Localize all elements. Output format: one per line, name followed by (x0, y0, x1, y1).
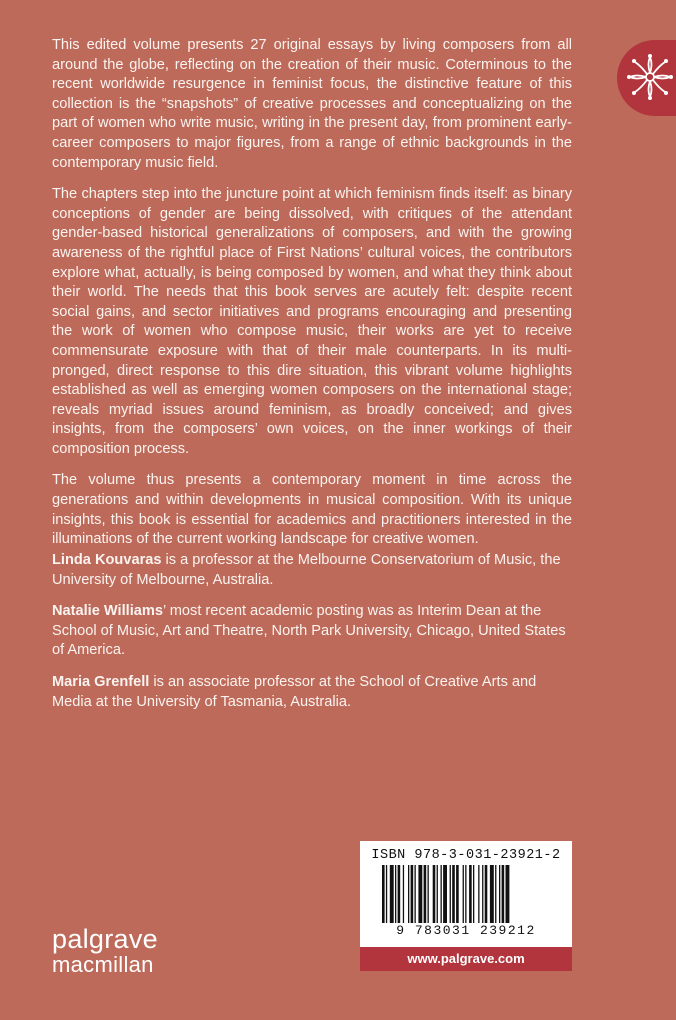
publisher-name-line1: palgrave (52, 924, 158, 954)
barcode-bar (495, 865, 496, 923)
barcode-bar (408, 865, 409, 923)
barcode-bar (395, 865, 396, 923)
author-bio-text: is an associate professor at the School of Creative Arts and Media at the University of Tasmania, Australia. (52, 673, 537, 710)
barcode-bar (506, 865, 510, 923)
barcode-bar (450, 865, 451, 923)
barcode-bar (469, 865, 472, 923)
author-bios (52, 551, 572, 724)
isbn-barcode (360, 841, 572, 971)
barcode-bar (437, 865, 438, 923)
barcode-bar (463, 865, 464, 923)
author-name: Natalie Williams (52, 603, 163, 620)
corner-badge (617, 40, 676, 116)
barcode-bar (465, 865, 466, 923)
barcode-bar (398, 865, 401, 923)
barcode-bar (428, 865, 429, 923)
barcode-bar (433, 865, 436, 923)
barcode-bar (473, 865, 474, 923)
barcode-bars (382, 865, 550, 923)
barcode-bar (499, 865, 500, 923)
author-bio (52, 673, 572, 712)
author-name: Linda Kouvaras (52, 552, 162, 568)
barcode-bar (386, 865, 387, 923)
publisher-url: www.palgrave.com (360, 947, 572, 971)
author-name: Maria Grenfell (52, 673, 150, 690)
blurb-paragraph-3: The volume thus presents a contemporary moment in time across the generations and within developments in musical composition. With its unique insights, this book is essential for academics and practitioners interested in the illuminations of the current working landscape for creative women. (52, 472, 572, 548)
author-bio-text: is a professor at the Melbourne Conservatorium of Music, the University of Melbourne, Australia. (52, 552, 561, 588)
barcode-bar (415, 865, 416, 923)
barcode-bar (424, 865, 427, 923)
barcode-bar (441, 865, 442, 923)
author-bio (52, 551, 572, 590)
barcode-bar (443, 865, 447, 923)
barcode-bar (482, 865, 483, 923)
barcode-bar (478, 865, 479, 923)
blurb-paragraph-1: This edited volume presents 27 original essays by living composers from all around the globe, reflecting on the creation of their music. Coterminous to the recent worldwide resurgence in feminist focus, the distinctive feature of this collection is the “snapshots” of creative processes and conceptualizing on the part of women who write music, writing in the present day, from prominent early-career composers to major figures, from a range of ethnic backgrounds in the contemporary music field. (52, 37, 572, 171)
publisher-logo (52, 926, 158, 976)
barcode-bar (490, 865, 494, 923)
barcode-bar (456, 865, 459, 923)
palgrave-flower-icon (625, 52, 675, 102)
publisher-name-line2: macmillan (52, 952, 154, 977)
barcode-bar (502, 865, 505, 923)
cover-blurb (52, 36, 572, 562)
barcode-bar (485, 865, 488, 923)
barcode-bar (418, 865, 422, 923)
barcode-bar (411, 865, 414, 923)
barcode-digits: 9 783031 239212 (396, 923, 536, 938)
barcode-bar (390, 865, 394, 923)
author-bio-text: ’ most recent academic posting was as Interim Dean at the School of Music, Art and Theatre, North Park University, Chicago, United States of America. (52, 603, 566, 659)
author-bio (52, 602, 572, 661)
isbn-label: ISBN 978-3-031-23921-2 (371, 848, 561, 863)
barcode-bar (382, 865, 385, 923)
blurb-paragraph-2: The chapters step into the juncture point at which feminism finds itself: as binary conceptions of gender are being dissolved, with critiques of the attendant gender-based historical generalizations of composers, and with the growing awareness of the rightful place of First Nations’ cultural voices, the contributors explore what, actually, is being composed by women, and what they think about their world. The needs that this book serves are acutely felt: despite recent social gains, and sector initiatives and programs encouraging and presenting the work of women who compose music, their works are yet to receive commensurate exposure with that of their male counterparts. In its multi-pronged, direct response to this dire situation, this vibrant volume highlights established as well as emerging women composers on the international stage; reveals myriad issues around feminism, as broadly conceived; and gives insights, from the composers’ own voices, on the inner workings of their composition process. (52, 186, 572, 457)
barcode-bar (452, 865, 455, 923)
barcode-bar (403, 865, 404, 923)
